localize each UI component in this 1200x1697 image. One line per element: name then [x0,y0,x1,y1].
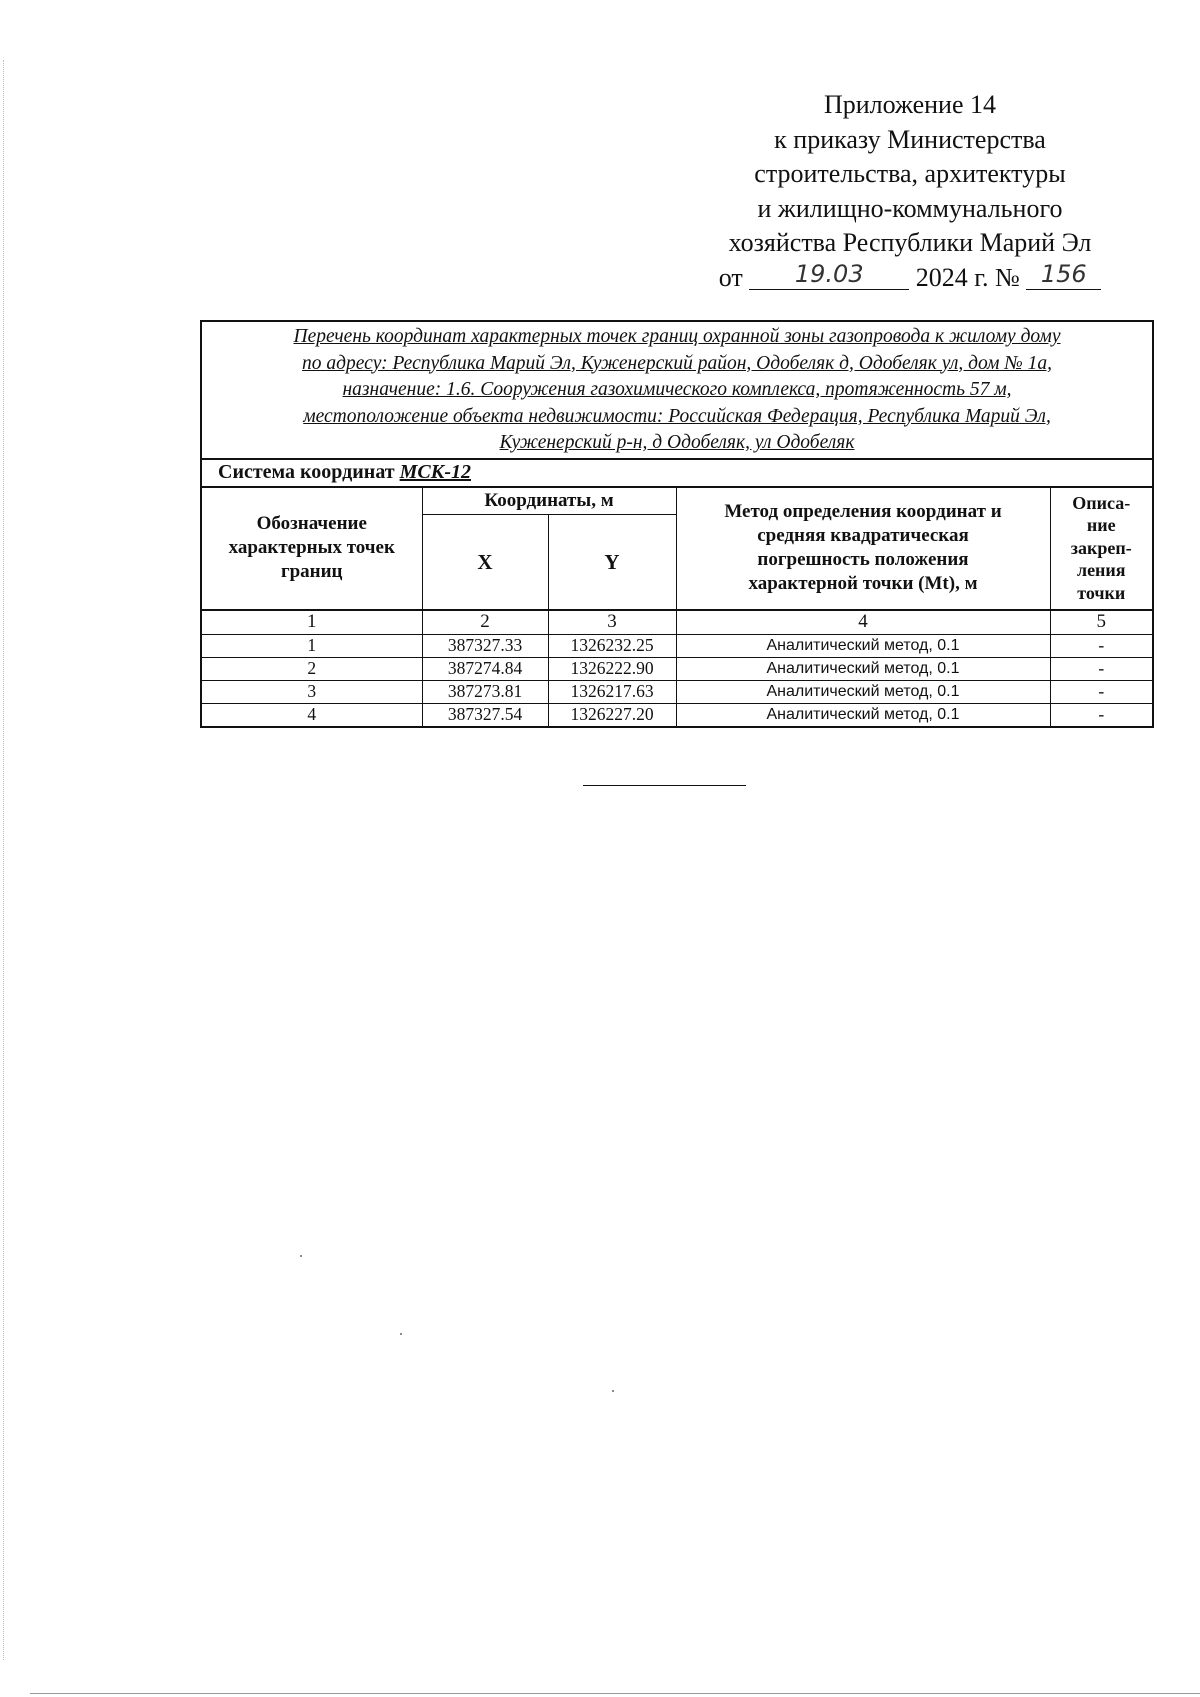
cell-point: 2 [201,657,422,680]
system-label: Система координат [218,461,395,483]
header-desc-line: точки [1077,582,1126,603]
cell-x: 387274.84 [422,657,548,680]
appendix-line-4: и жилищно-коммунального [757,193,1063,223]
header-desc-line: Описа- [1072,492,1131,513]
year-text: 2024 г. № [915,262,1020,292]
handwritten-date: 19.03 [794,259,864,288]
title-line: назначение: 1.6. Сооружения газохимического комплекса, протяженность 57 м, [342,379,1012,400]
scan-speck [300,1255,302,1257]
cell-y: 1326217.63 [548,680,676,703]
header-x: X [422,514,548,610]
header-desc-line: закреп- [1070,537,1132,558]
appendix-line-3: строительства, архитектуры [754,159,1066,188]
title-line: местоположение объекта недвижимости: Российская Федерация, Республика Марий Эл, [303,405,1051,427]
header-y: Y [548,514,676,610]
cell-point: 1 [201,634,422,657]
title-line: по адресу: Республика Марий Эл, Куженерский район, Одобеляк д, Одобеляк ул, дом № 1а, [302,352,1052,374]
handwritten-number: 156 [1040,259,1087,288]
coordinate-system [201,459,1153,487]
header-method-line: средняя квадратическая [757,525,969,546]
table-row [201,657,1153,680]
appendix-line-1: Приложение 14 [823,90,997,119]
appendix-line-2: к приказу Министерства [774,124,1046,154]
header-point [201,487,422,610]
cell-y: 1326222.90 [548,657,676,680]
header-method-line: Метод определения координат и [724,501,1002,522]
number-blank [1026,261,1101,290]
date-prefix: от [718,262,743,292]
date-blank [749,261,909,290]
header-method [676,487,1050,610]
index-row [201,610,1153,635]
cell-desc: - [1050,680,1153,703]
table-row [201,680,1153,703]
index-cell: 1 [201,610,422,635]
appendix-header [690,88,1130,295]
table-title [201,321,1153,459]
scan-speck [612,1390,614,1392]
table-row [201,634,1153,657]
cell-method: Аналитический метод, 0.1 [676,634,1050,657]
table-row [201,703,1153,727]
cell-y: 1326227.20 [548,703,676,727]
cell-y: 1326232.25 [548,634,676,657]
header-desc [1050,487,1153,610]
scan-speck [400,1333,402,1335]
header-point-line: границ [280,561,343,582]
cell-method: Аналитический метод, 0.1 [676,657,1050,680]
cell-point: 4 [201,703,422,727]
index-cell: 3 [548,610,676,635]
header-point-line: характерных точек [228,537,395,558]
header-coords: Координаты, м [422,487,676,515]
cell-desc: - [1050,703,1153,727]
header-desc-line: ления [1076,560,1126,581]
title-line: Перечень координат характерных точек границ охранной зоны газопровода к жилому дому [293,326,1061,347]
cell-x: 387327.54 [422,703,548,727]
appendix-line-5: хозяйства Республики Марий Эл [728,228,1092,257]
scan-edge-bottom [30,1693,1200,1694]
title-line: Куженерский р-н, д Одобеляк, ул Одобеляк [499,432,855,453]
cell-desc: - [1050,634,1153,657]
scan-edge-left [3,60,4,1660]
index-cell: 5 [1050,610,1153,635]
system-value: МСК-12 [399,461,471,483]
coordinates-table [200,320,1154,728]
header-desc-line: ние [1086,515,1116,536]
cell-x: 387327.33 [422,634,548,657]
header-point-line: Обозначение [256,513,367,534]
index-cell: 2 [422,610,548,635]
cell-method: Аналитический метод, 0.1 [676,703,1050,727]
cell-x: 387273.81 [422,680,548,703]
appendix-date-line [690,261,1130,296]
cell-point: 3 [201,680,422,703]
header-method-line: погрешность положения [757,549,969,570]
header-method-line: характерной точки (Mt), м [748,573,978,594]
cell-method: Аналитический метод, 0.1 [676,680,1050,703]
cell-desc: - [1050,657,1153,680]
end-of-document-rule [583,785,746,786]
index-cell: 4 [676,610,1050,635]
